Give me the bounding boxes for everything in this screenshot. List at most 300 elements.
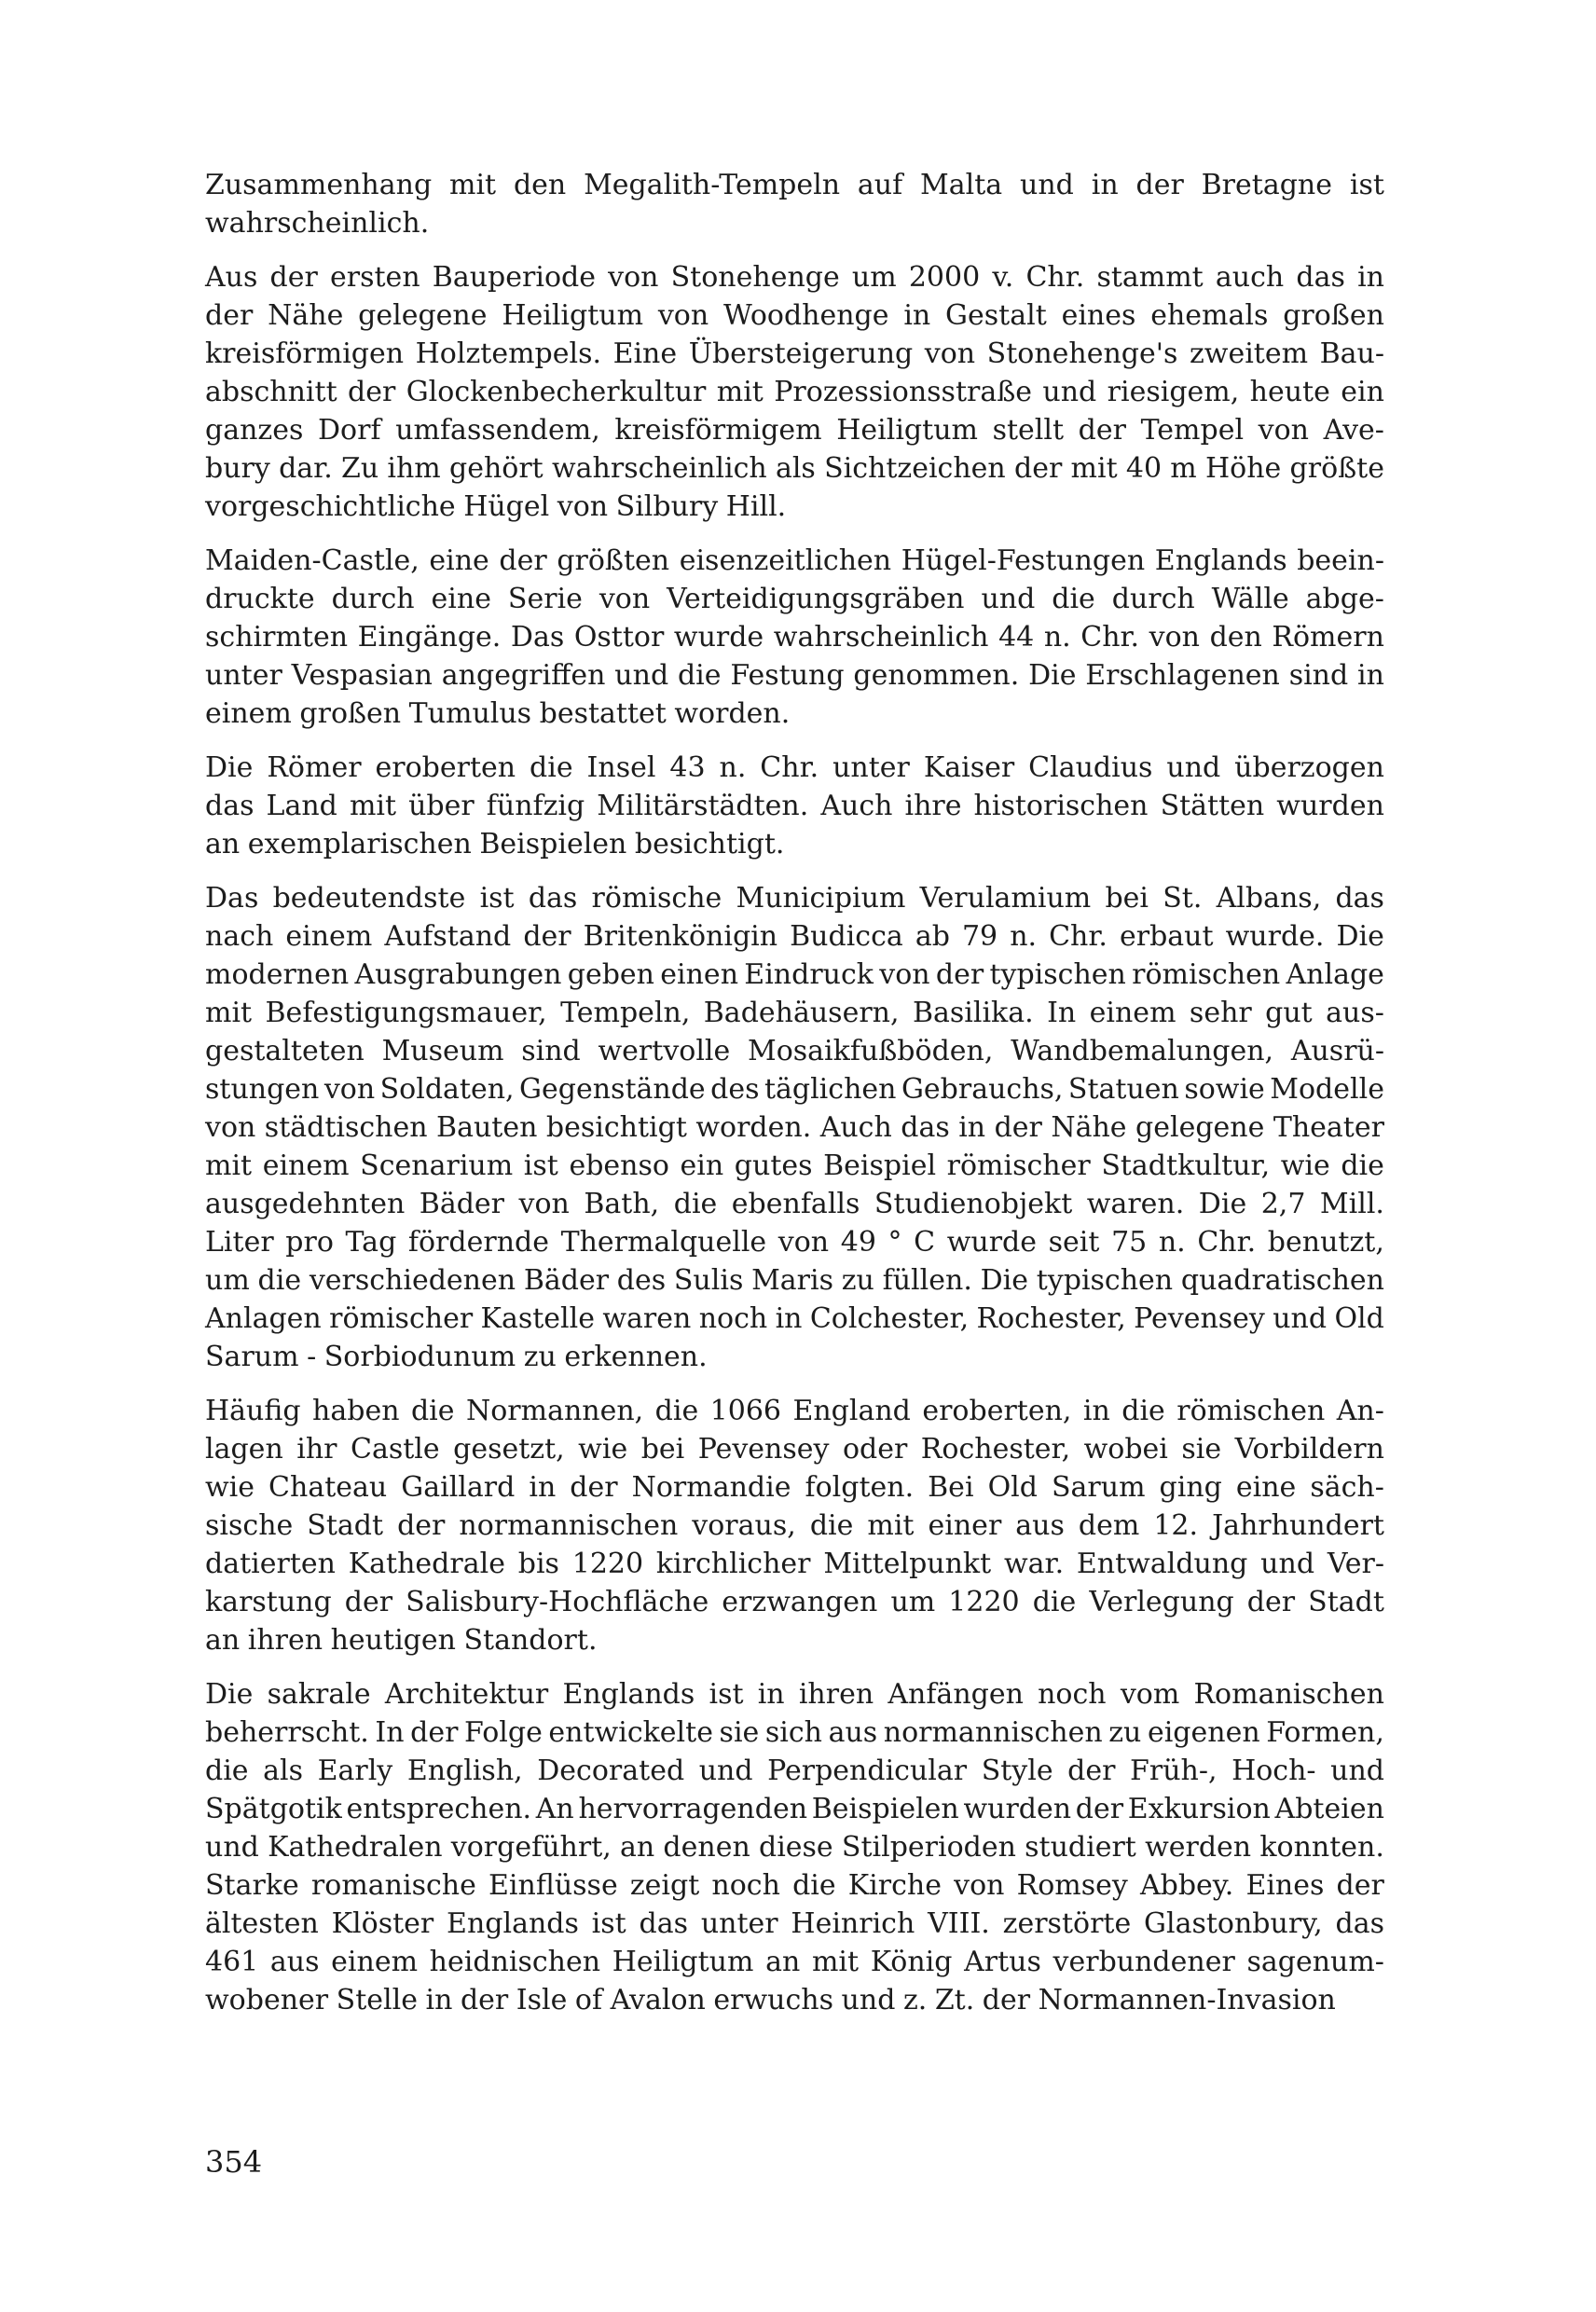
word: gesetzt, xyxy=(453,1433,565,1466)
word: schirmten xyxy=(205,621,349,654)
word: England xyxy=(792,1395,911,1427)
word: Stonehenge xyxy=(670,261,840,294)
text-line xyxy=(205,258,1384,296)
word: gelegene xyxy=(1135,1111,1265,1144)
word: Maiden-Castle, xyxy=(205,544,420,577)
word: Verlegung xyxy=(1089,1586,1234,1618)
text-line xyxy=(205,1032,1384,1070)
word: Häufig xyxy=(205,1395,301,1427)
word: Die xyxy=(205,751,254,784)
word: besichtigt xyxy=(545,1111,687,1144)
word: diese xyxy=(758,1831,833,1864)
word: entsprechen. xyxy=(346,1793,532,1825)
word: der xyxy=(344,1586,393,1618)
word: unter xyxy=(700,1907,778,1940)
word: wobei xyxy=(1083,1433,1168,1466)
word: das xyxy=(639,1907,689,1940)
paragraph xyxy=(205,166,1384,242)
text-line xyxy=(205,449,1384,488)
word: das xyxy=(1335,1907,1384,1940)
word: English, xyxy=(406,1755,523,1787)
word: das xyxy=(205,790,255,822)
word: Entwaldung xyxy=(1076,1548,1248,1580)
word: um xyxy=(851,261,897,294)
word: Heinrich xyxy=(791,1907,915,1940)
word: Bath, xyxy=(584,1188,660,1220)
word: mit xyxy=(449,169,497,201)
word: voraus, xyxy=(692,1509,796,1542)
word: 2,7 xyxy=(1260,1188,1306,1220)
word: Verteidigungsgräben xyxy=(667,583,965,615)
text-line xyxy=(205,1108,1384,1147)
word: Mill. xyxy=(1319,1188,1384,1220)
word: Artus xyxy=(964,1946,1041,1978)
word: Starke xyxy=(205,1869,299,1902)
word: Tempeln, xyxy=(560,997,691,1029)
word: ihren xyxy=(798,1678,874,1711)
word: der xyxy=(570,1471,618,1504)
word: in xyxy=(1357,261,1384,294)
word: kirchlicher xyxy=(655,1548,811,1580)
word: Sarum xyxy=(1051,1471,1146,1504)
word: Höhe xyxy=(1204,452,1282,485)
word: abge- xyxy=(1305,583,1384,615)
word: war. xyxy=(1003,1548,1065,1580)
word: Abteien xyxy=(1274,1793,1384,1825)
word: Modelle xyxy=(1270,1073,1384,1106)
text-line: wobener Stelle in der Isle of Avalon erwuchs und z. Zt. der Normannen-Invasion xyxy=(205,1984,1336,2016)
word: v. xyxy=(992,261,1014,294)
word: Land xyxy=(266,790,337,822)
word: und xyxy=(698,1755,753,1787)
word: größten xyxy=(557,544,670,577)
word: heidnischen xyxy=(429,1946,601,1978)
word: 79 xyxy=(961,920,998,953)
word: wurde xyxy=(946,1226,1038,1259)
text-line xyxy=(205,1430,1384,1468)
word: in xyxy=(1091,169,1119,201)
word: Rochester, xyxy=(976,1302,1126,1335)
word: beein- xyxy=(1297,544,1384,577)
word: Pevensey xyxy=(697,1433,830,1466)
word: Tag xyxy=(345,1226,397,1259)
word: ehemals xyxy=(1150,299,1269,332)
word: Theater xyxy=(1273,1111,1384,1144)
word: Die xyxy=(1198,1188,1247,1220)
word: Albans, xyxy=(1216,882,1322,915)
word: und xyxy=(614,659,669,692)
word: erzwangen xyxy=(722,1586,878,1618)
word: und xyxy=(981,583,1036,615)
word: füllen. xyxy=(882,1264,972,1297)
word: gelegene xyxy=(358,299,488,332)
word: Anlagen xyxy=(205,1302,322,1335)
word: ein xyxy=(1341,376,1384,408)
word: heute xyxy=(1249,376,1330,408)
word: zeigt xyxy=(629,1869,700,1902)
word: einen xyxy=(660,958,739,991)
text-line xyxy=(205,1300,1384,1338)
word: Klöster xyxy=(331,1907,434,1940)
word: in xyxy=(1357,659,1384,692)
text-line xyxy=(205,917,1384,956)
word: Normandie xyxy=(631,1471,791,1504)
word: Sulis xyxy=(673,1264,744,1297)
word: ist xyxy=(523,1149,558,1182)
word: Salisbury-Hochfläche xyxy=(406,1586,709,1618)
word: noch xyxy=(698,1302,768,1335)
word: werden xyxy=(1145,1831,1252,1864)
word: vom xyxy=(1120,1678,1180,1711)
word: mit xyxy=(1070,452,1118,485)
word: um xyxy=(205,1264,250,1297)
word: aus xyxy=(828,1716,878,1749)
word: des xyxy=(616,1264,667,1297)
word: Castle xyxy=(351,1433,440,1466)
word: ging xyxy=(1159,1471,1222,1504)
word: säch- xyxy=(1310,1471,1384,1504)
word: der xyxy=(1135,169,1184,201)
word: aus xyxy=(1015,1509,1065,1542)
text-line xyxy=(205,1713,1384,1752)
word: der xyxy=(499,544,547,577)
paragraph xyxy=(205,542,1384,733)
word: gestalteten xyxy=(205,1035,365,1067)
word: ist xyxy=(479,882,515,915)
text-line: an exemplarischen Beispielen besichtigt. xyxy=(205,828,785,860)
word: Early xyxy=(317,1755,393,1787)
paragraph xyxy=(205,879,1384,1376)
word: Heiligtum xyxy=(836,414,978,447)
word: und xyxy=(1020,169,1074,201)
word: Anfängen xyxy=(887,1678,1024,1711)
word: Kirche xyxy=(847,1869,942,1902)
word: von xyxy=(598,583,651,615)
word: Spätgotik xyxy=(205,1793,342,1825)
word: überzogen xyxy=(1234,751,1384,784)
word: karstung xyxy=(205,1586,332,1618)
word: einem xyxy=(285,920,373,953)
word: Wälle xyxy=(1211,583,1289,615)
word: Beispiel xyxy=(823,1149,937,1182)
word: worden. xyxy=(695,1111,812,1144)
word: eroberten xyxy=(375,751,516,784)
text-line xyxy=(205,1752,1384,1790)
word: Statuen xyxy=(1067,1073,1179,1106)
word: der xyxy=(410,1716,459,1749)
word: bis xyxy=(517,1548,559,1580)
word: ist xyxy=(591,1907,626,1940)
word: über xyxy=(408,790,475,822)
word: St. xyxy=(1163,882,1203,915)
word: und xyxy=(1330,1755,1384,1787)
word: m xyxy=(1170,452,1197,485)
word: täglichen xyxy=(764,1073,897,1106)
text-line: vorgeschichtliche Hügel von Silbury Hill. xyxy=(205,490,787,523)
word: ihr xyxy=(296,1433,337,1466)
word: wurden xyxy=(963,1793,1072,1825)
word: Colchester, xyxy=(809,1302,970,1335)
word: Gestalt xyxy=(945,299,1047,332)
word: Chr. xyxy=(760,751,819,784)
text-line xyxy=(205,542,1384,580)
word: Abbey. xyxy=(1139,1869,1234,1902)
word: Decorated xyxy=(537,1755,685,1787)
word: wie xyxy=(1280,1149,1330,1182)
word: römischer xyxy=(329,1302,474,1335)
word: der xyxy=(1075,1793,1124,1825)
word: bei xyxy=(1105,882,1149,915)
word: Kathedrale xyxy=(348,1548,505,1580)
word: geben xyxy=(567,958,654,991)
text-line xyxy=(205,1223,1384,1261)
text-line: wahrscheinlich. xyxy=(205,207,430,240)
word: das xyxy=(1296,261,1345,294)
word: die xyxy=(1052,583,1095,615)
word: Serie xyxy=(507,583,583,615)
text-line xyxy=(205,956,1384,994)
word: ältesten xyxy=(205,1907,319,1940)
word: von xyxy=(954,1869,1005,1902)
word: römischer xyxy=(946,1149,1091,1182)
word: Englands xyxy=(562,1678,695,1711)
word: Mosaikfußböden, xyxy=(748,1035,994,1067)
word: die xyxy=(673,1188,718,1220)
word: der xyxy=(1078,414,1126,447)
word: verbundener xyxy=(1053,1946,1235,1978)
word: entwickelte xyxy=(548,1716,713,1749)
word: ersten xyxy=(330,261,420,294)
word: die xyxy=(257,1264,302,1297)
word: 1220 xyxy=(948,1586,1020,1618)
text-line xyxy=(205,373,1384,411)
word: In xyxy=(1047,997,1077,1029)
word: Municipium xyxy=(736,882,906,915)
word: von xyxy=(879,958,930,991)
word: Englands xyxy=(1154,544,1287,577)
word: Befestigungsmauer, xyxy=(265,997,547,1029)
word: auf xyxy=(857,169,903,201)
word: aus xyxy=(269,1946,320,1978)
word: eroberten, xyxy=(922,1395,1072,1427)
word: stellt xyxy=(992,414,1065,447)
word: Anlage xyxy=(1286,958,1384,991)
word: angegriffen xyxy=(441,659,606,692)
word: sakrale xyxy=(267,1678,371,1711)
text-line xyxy=(205,1675,1384,1713)
word: eines xyxy=(1061,299,1136,332)
word: Normannen, xyxy=(465,1395,644,1427)
word: eine xyxy=(1235,1471,1297,1504)
word: 44 xyxy=(998,621,1035,654)
word: Eine xyxy=(612,337,678,370)
word: waren. xyxy=(1086,1188,1185,1220)
word: und xyxy=(1273,1302,1328,1335)
word: Stadt xyxy=(307,1509,384,1542)
word: Stadtkultur, xyxy=(1101,1149,1271,1182)
word: die xyxy=(809,1509,854,1542)
word: Ave- xyxy=(1323,414,1384,447)
word: der xyxy=(1336,1869,1384,1902)
word: sind xyxy=(1288,659,1349,692)
word: 40 xyxy=(1125,452,1163,485)
text-line xyxy=(205,656,1384,695)
text-line xyxy=(205,1468,1384,1507)
text-line xyxy=(205,1583,1384,1621)
text-line xyxy=(205,1866,1384,1905)
word: nach xyxy=(205,920,274,953)
word: Bauperiode xyxy=(432,261,596,294)
word: von xyxy=(1149,621,1200,654)
word: konnten. xyxy=(1259,1831,1384,1864)
word: Bau- xyxy=(1319,337,1384,370)
word: sie xyxy=(719,1716,760,1749)
word: von xyxy=(205,1111,256,1144)
word: wie xyxy=(578,1433,628,1466)
word: und xyxy=(205,1831,259,1864)
word: Hügel-Festungen xyxy=(901,544,1146,577)
word: 2000 xyxy=(908,261,981,294)
word: Früh-, xyxy=(1130,1755,1218,1787)
text-line: an ihren heutigen Standort. xyxy=(205,1624,598,1657)
word: 43 xyxy=(669,751,706,784)
word: Römern xyxy=(1272,621,1384,654)
word: in xyxy=(757,1678,785,1711)
word: Osttor xyxy=(573,621,665,654)
word: pro xyxy=(285,1226,334,1259)
word: romanische xyxy=(310,1869,476,1902)
word: Nähe xyxy=(1051,1111,1127,1144)
word: sische xyxy=(205,1509,294,1542)
text-line xyxy=(205,1185,1384,1223)
word: Basilika. xyxy=(912,997,1034,1029)
text-line xyxy=(205,1507,1384,1545)
word: in xyxy=(775,1302,803,1335)
word: die xyxy=(1032,1586,1077,1618)
word: Thermalquelle xyxy=(560,1226,767,1259)
word: der xyxy=(348,376,396,408)
word: der xyxy=(1246,1586,1296,1618)
word: ist xyxy=(709,1678,744,1711)
word: Stonehenge's xyxy=(986,337,1178,370)
word: typischen xyxy=(989,958,1126,991)
text-line xyxy=(205,879,1384,917)
word: Chr. xyxy=(1025,261,1085,294)
text-line xyxy=(205,1790,1384,1828)
word: einer xyxy=(928,1509,1002,1542)
word: Aus xyxy=(205,261,258,294)
text-line xyxy=(205,1943,1384,1981)
word: Kathedralen xyxy=(268,1831,443,1864)
word: Mittelpunkt xyxy=(823,1548,992,1580)
word: die xyxy=(654,1395,699,1427)
word: sowie xyxy=(1184,1073,1265,1106)
word: die xyxy=(530,751,573,784)
word: eigenen xyxy=(1147,1716,1260,1749)
text-line xyxy=(205,994,1384,1032)
word: von xyxy=(1258,414,1310,447)
word: Zu xyxy=(340,452,379,485)
word: Architektur xyxy=(384,1678,549,1711)
word: wurden xyxy=(1276,790,1384,822)
page-number: 354 xyxy=(205,2144,263,2180)
word: 75 xyxy=(1111,1226,1148,1259)
word: Britenkönigin xyxy=(583,920,778,953)
text-line xyxy=(205,335,1384,373)
word: der xyxy=(935,958,984,991)
word: einem xyxy=(1089,997,1176,1029)
word: wahrscheinlich xyxy=(773,621,989,654)
word: Übersteigerung xyxy=(688,337,914,370)
word: Claudius xyxy=(1028,751,1153,784)
word: das xyxy=(901,1111,950,1144)
word: hervorragenden xyxy=(578,1793,808,1825)
text-line xyxy=(205,1545,1384,1583)
word: ein xyxy=(680,1149,724,1182)
word: Eindruck xyxy=(744,958,874,991)
text-line xyxy=(205,166,1384,204)
word: Old xyxy=(1334,1302,1384,1335)
word: mit xyxy=(867,1509,915,1542)
word: Zusammenhang xyxy=(205,169,433,201)
word: der xyxy=(205,299,254,332)
word: modernen xyxy=(205,958,350,991)
word: n. xyxy=(1010,920,1038,953)
word: fördernde xyxy=(407,1226,549,1259)
word: einem xyxy=(331,1946,419,1978)
word: den xyxy=(1209,621,1262,654)
word: Glastonbury, xyxy=(1144,1907,1323,1940)
word: 49 xyxy=(840,1226,876,1259)
word: Das xyxy=(205,882,259,915)
word: oder xyxy=(842,1433,908,1466)
word: von xyxy=(924,337,976,370)
word: in xyxy=(903,299,931,332)
word: von xyxy=(518,1188,570,1220)
word: größte xyxy=(1289,452,1384,485)
word: Jahrhundert xyxy=(1212,1509,1384,1542)
word: haben xyxy=(312,1395,400,1427)
word: normannischen xyxy=(883,1716,1103,1749)
word: mit xyxy=(811,1946,860,1978)
word: bedeutendste xyxy=(272,882,466,915)
word: Heiligtum xyxy=(612,1946,754,1978)
text-line xyxy=(205,1070,1384,1108)
word: Romanischen xyxy=(1193,1678,1384,1711)
word: ab xyxy=(915,920,950,953)
word: König xyxy=(870,1946,953,1978)
word: der xyxy=(1013,452,1063,485)
word: römischen xyxy=(1132,958,1281,991)
word: stungen xyxy=(205,1073,320,1106)
word: des xyxy=(710,1073,760,1106)
word: Erschlagenen xyxy=(1085,659,1280,692)
word: wurde. xyxy=(1225,920,1325,953)
word: von xyxy=(323,1073,376,1106)
word: benutzt, xyxy=(1267,1226,1384,1259)
text-line xyxy=(205,1905,1384,1943)
word: Chr. xyxy=(1080,621,1140,654)
word: Bäder xyxy=(419,1188,505,1220)
word: Liter xyxy=(205,1226,274,1259)
word: Beispielen xyxy=(811,1793,959,1825)
word: Englands xyxy=(447,1907,579,1940)
word: waren xyxy=(602,1302,692,1335)
word: 12. xyxy=(1153,1509,1199,1542)
word: Scenarium xyxy=(360,1149,514,1182)
word: Museum xyxy=(381,1035,504,1067)
word: denen xyxy=(663,1831,750,1864)
